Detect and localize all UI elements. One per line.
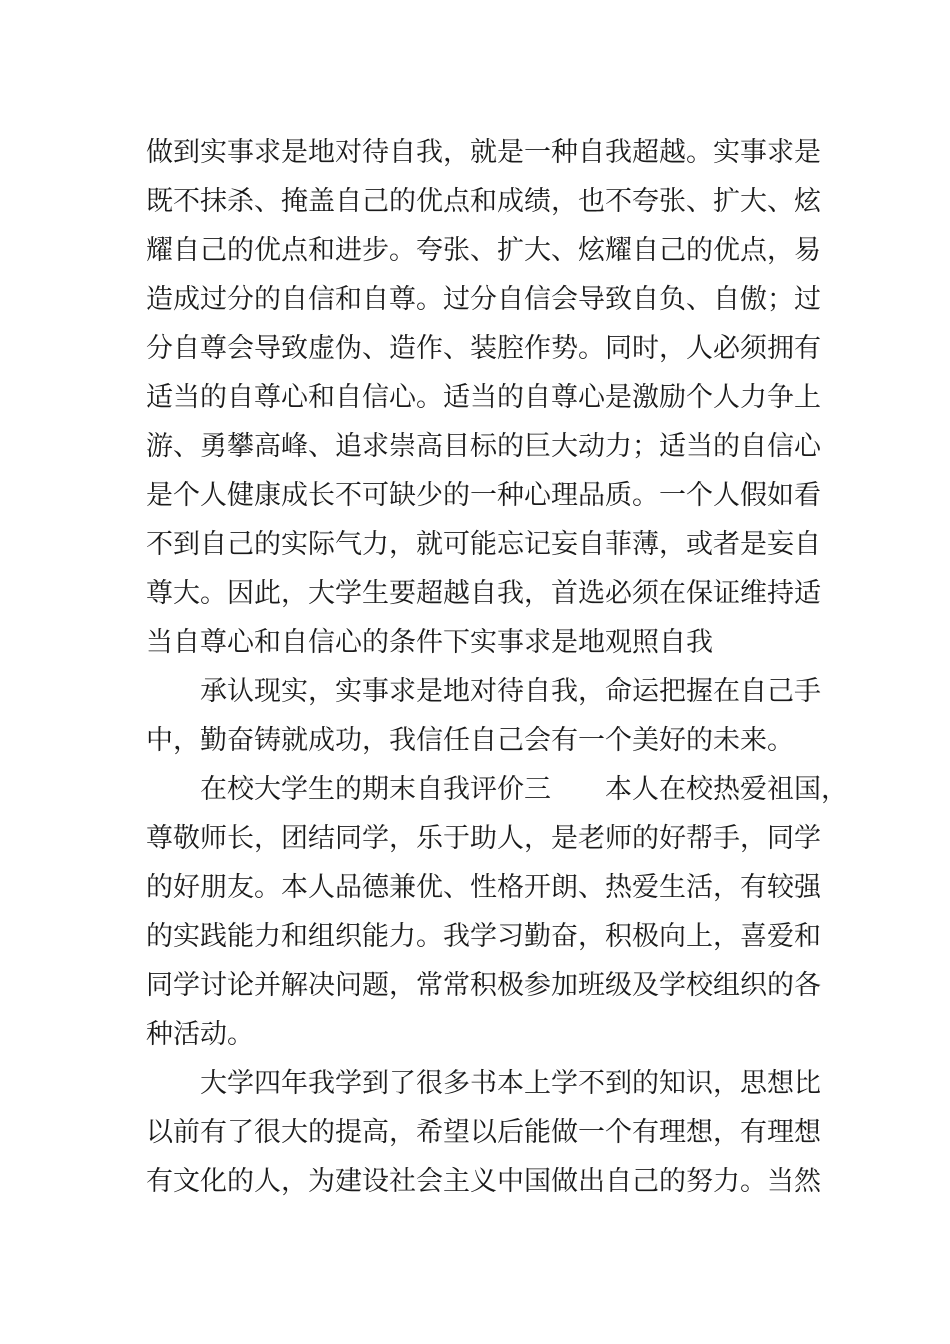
paragraph-first-line: 承认现实，实事求是地对待自我，命运把握在自己手 xyxy=(200,676,821,707)
text-line: 种活动。 xyxy=(146,1019,254,1050)
text-line: 不到自己的实际气力，就可能忘记妄自菲薄，或者是妄自 xyxy=(146,529,821,560)
text-line: 适当的自尊心和自信心。适当的自尊心是激励个人力争上 xyxy=(146,382,821,413)
text-line: 的实践能力和组织能力。我学习勤奋，积极向上，喜爱和 xyxy=(146,921,821,952)
text-line: 当自尊心和自信心的条件下实事求是地观照自我 xyxy=(146,627,713,658)
text-line: 做到实事求是地对待自我，就是一种自我超越。实事求是 xyxy=(146,137,821,168)
document-body xyxy=(146,128,848,1206)
text-line: 是个人健康成长不可缺少的一种心理品质。一个人假如看 xyxy=(146,480,821,511)
text-line: 有文化的人，为建设社会主义中国做出自己的努力。当然 xyxy=(146,1166,821,1197)
text-line: 同学讨论并解决问题，常常积极参加班级及学校组织的各 xyxy=(146,970,821,1001)
text-line: 既不抹杀、掩盖自己的优点和成绩，也不夸张、扩大、炫 xyxy=(146,186,821,217)
text-line: 尊敬师长，团结同学，乐于助人，是老师的好帮手，同学 xyxy=(146,823,821,854)
text-line: 耀自己的优点和进步。夸张、扩大、炫耀自己的优点，易 xyxy=(146,235,821,266)
text-line: 分自尊会导致虚伪、造作、装腔作势。同时，人必须拥有 xyxy=(146,333,821,364)
paragraph-first-line: 在校大学生的期末自我评价三 本人在校热爱祖国， xyxy=(200,774,848,805)
paragraph-first-line: 大学四年我学到了很多书本上学不到的知识，思想比 xyxy=(200,1068,821,1099)
text-line: 的好朋友。本人品德兼优、性格开朗、热爱生活，有较强 xyxy=(146,872,821,903)
text-line: 造成过分的自信和自尊。过分自信会导致自负、自傲；过 xyxy=(146,284,821,315)
text-line: 游、勇攀高峰、追求崇高目标的巨大动力；适当的自信心 xyxy=(146,431,821,462)
text-line: 以前有了很大的提高，希望以后能做一个有理想，有理想 xyxy=(146,1117,821,1148)
text-line: 尊大。因此，大学生要超越自我，首选必须在保证维持适 xyxy=(146,578,821,609)
text-line: 中，勤奋铸就成功，我信任自己会有一个美好的未来。 xyxy=(146,725,794,756)
